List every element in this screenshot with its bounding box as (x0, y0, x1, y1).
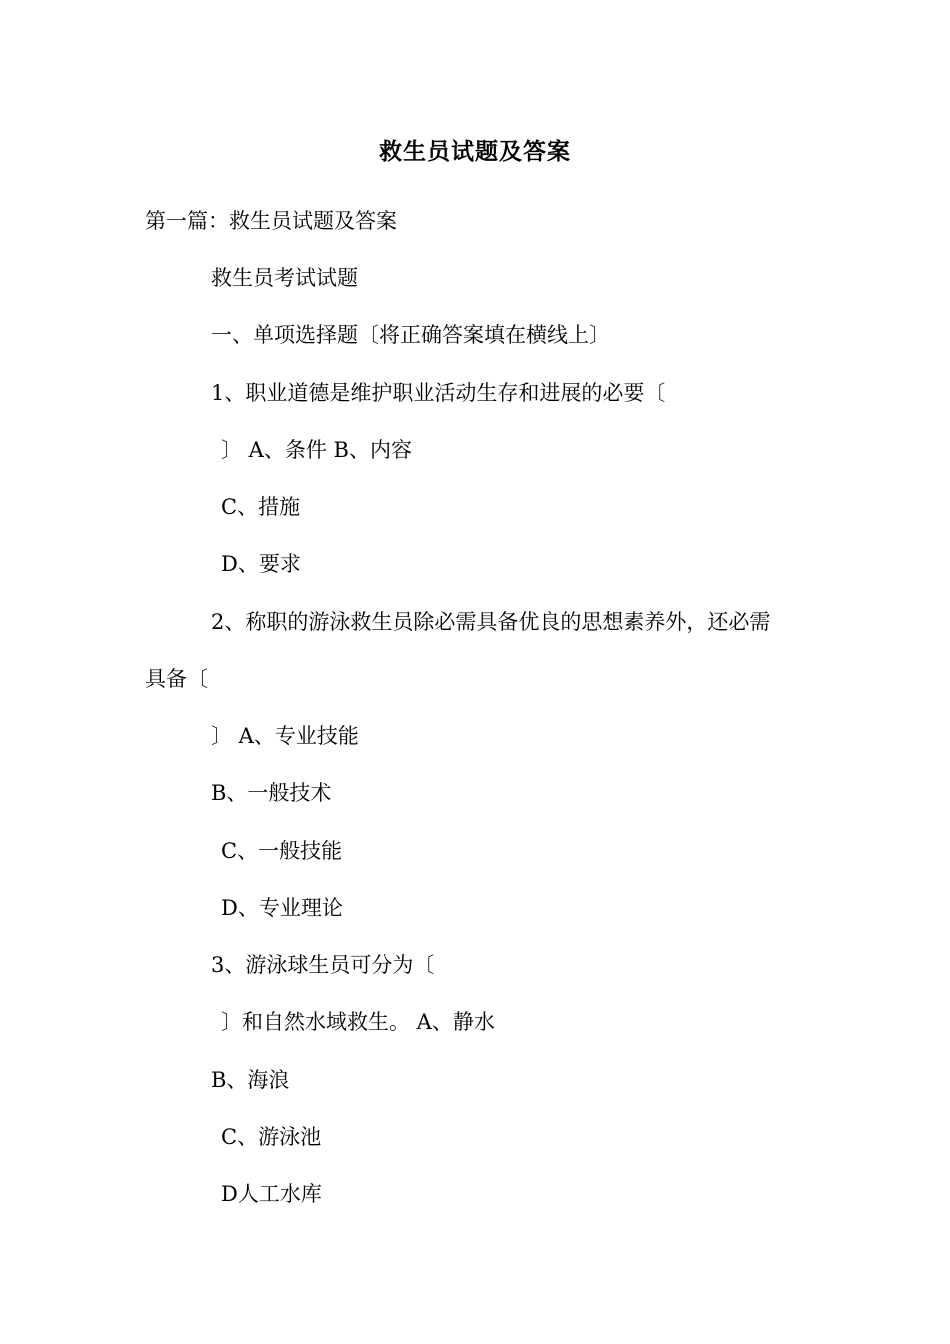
question-3-option-b: B、海浪 (211, 1068, 290, 1092)
question-2-option-c: C、一般技能 (221, 839, 343, 863)
question-3-option-c: C、游泳池 (221, 1125, 322, 1149)
question-2-text-continued: 具备〔 (145, 667, 208, 691)
question-1-option-d: D、要求 (221, 552, 301, 576)
question-2-option-a: 〕 A、专业技能 (211, 724, 359, 748)
question-2-option-b: B、一般技术 (211, 781, 332, 805)
document-title: 救生员试题及答案 (379, 138, 571, 165)
question-3-option-a: 〕和自然水域救生。 A、静水 (221, 1010, 495, 1034)
exam-title: 救生员考试试题 (211, 266, 358, 290)
question-1-text: 1、职业道德是维护职业活动生存和进展的必要〔 (211, 381, 666, 405)
question-3-option-d: D人工水库 (221, 1182, 322, 1206)
question-2-text: 2、称职的游泳救生员除必需具备优良的思想素养外，还必需 (211, 610, 771, 634)
question-1-option-c: C、措施 (221, 495, 301, 519)
question-3-text: 3、游泳球生员可分为〔 (211, 953, 435, 977)
question-1-options-ab: 〕 A、条件 B、内容 (221, 438, 412, 462)
question-2-option-d: D、专业理论 (221, 896, 343, 920)
section-heading: 第一篇：救生员试题及答案 (145, 209, 397, 233)
question-type-heading: 一、单项选择题〔将正确答案填在横线上〕 (211, 323, 610, 347)
